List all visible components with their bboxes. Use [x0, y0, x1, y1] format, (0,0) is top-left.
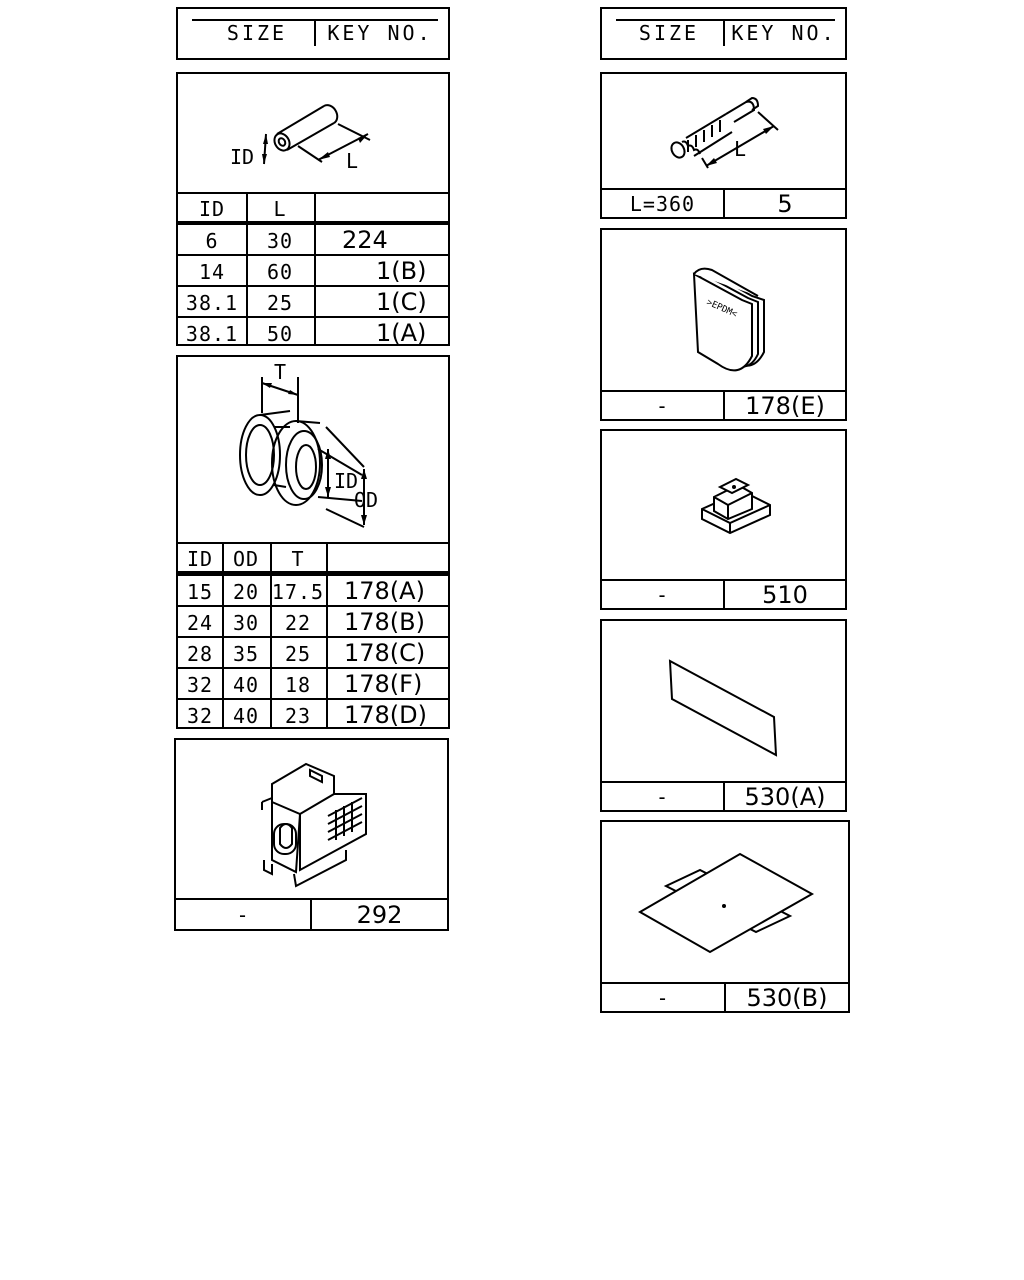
clip-size: -	[655, 583, 670, 607]
header-size-label: SIZE	[638, 21, 700, 45]
tape-a-size: -	[655, 785, 670, 809]
clip-panel	[600, 429, 847, 610]
grommet-row-od: 40	[232, 704, 260, 728]
hose-illustration	[178, 74, 448, 194]
table-row	[178, 316, 448, 347]
grommet-row-t: 23	[284, 704, 312, 728]
header-size-label: SIZE	[226, 21, 288, 45]
grommet-row-t: 18	[284, 673, 312, 697]
connector-panel	[174, 738, 449, 931]
grommet-table	[178, 542, 448, 727]
hose-row-key: 1(A)	[376, 319, 427, 347]
connector-illustration	[176, 740, 447, 900]
corrugated-tube-info-row	[602, 188, 845, 217]
hose-row-id: 14	[198, 260, 226, 284]
grommet-col-divider	[270, 542, 272, 727]
hose-id-label: ID	[230, 145, 255, 169]
grommet-row-id: 15	[186, 580, 214, 604]
hose-col-divider	[246, 192, 248, 344]
grommet-row-t: 25	[284, 642, 312, 666]
grommet-illustration	[178, 357, 448, 543]
grommet-col-id: ID	[186, 547, 214, 571]
grommet-row-key: 178(A)	[344, 577, 425, 605]
header-right	[600, 7, 847, 60]
hose-col-id: ID	[198, 197, 226, 221]
hose-column-header	[178, 192, 448, 220]
grommet-row-id: 28	[186, 642, 214, 666]
grommet-row-t: 17.5	[271, 580, 325, 604]
plug-info-row	[602, 390, 845, 419]
grommet-col-divider	[326, 542, 328, 727]
hose-row-id: 38.1	[185, 322, 239, 346]
grommet-col-od: OD	[232, 547, 260, 571]
tape-a-illustration	[602, 621, 845, 781]
table-row	[178, 285, 448, 316]
corrugated-tube-key: 5	[777, 190, 793, 218]
grommet-column-header	[178, 542, 448, 571]
grommet-row-key: 178(B)	[344, 608, 425, 636]
grommet-row-t: 22	[284, 611, 312, 635]
grommet-row-id: 32	[186, 673, 214, 697]
grommet-col-divider	[222, 542, 224, 727]
tape-b-info-row	[602, 982, 848, 1011]
grommet-row-id: 32	[186, 704, 214, 728]
grommet-row-id: 24	[186, 611, 214, 635]
header-key-label: KEY NO.	[327, 21, 433, 45]
hose-panel	[176, 72, 450, 346]
hose-row-key: 224	[342, 226, 388, 254]
header-left	[176, 7, 450, 60]
grommet-row-od: 35	[232, 642, 260, 666]
table-row	[178, 223, 448, 254]
grommet-row-od: 30	[232, 611, 260, 635]
hose-col-divider	[314, 192, 316, 344]
grommet-col-t: T	[291, 547, 305, 571]
hose-row-l: 30	[266, 229, 294, 253]
header-key-label: KEY NO.	[731, 21, 837, 45]
grommet-row-od: 40	[232, 673, 260, 697]
hose-col-l: L	[273, 197, 287, 221]
clip-info-row	[602, 579, 845, 608]
table-row	[178, 636, 448, 667]
tape-b-illustration	[602, 822, 848, 982]
hose-row-key: 1(C)	[376, 288, 427, 316]
hose-row-id: 6	[205, 229, 219, 253]
hose-row-l: 50	[266, 322, 294, 346]
tape-b-key: 530(B)	[746, 984, 828, 1012]
hose-l-label: L	[346, 149, 359, 173]
table-row	[178, 667, 448, 698]
corrugated-tube-illustration	[602, 74, 845, 188]
hose-row-l: 60	[266, 260, 294, 284]
grommet-panel	[176, 355, 450, 729]
corrugated-tube-panel	[600, 72, 847, 219]
plug-marking-text: >EPDM<	[704, 297, 739, 320]
grommet-row-key: 178(F)	[344, 670, 423, 698]
hose-row-id: 38.1	[185, 291, 239, 315]
grommet-t-label: T	[274, 360, 287, 384]
tape-b-size: -	[656, 986, 670, 1010]
table-row	[178, 254, 448, 285]
hose-row-key: 1(B)	[376, 257, 427, 285]
table-row	[178, 698, 448, 727]
connector-key: 292	[356, 901, 403, 929]
hose-table	[178, 192, 448, 347]
plug-panel	[600, 228, 847, 421]
tape-a-info-row	[602, 781, 845, 810]
grommet-row-key: 178(C)	[344, 639, 426, 667]
clip-key: 510	[762, 581, 808, 609]
grommet-row-od: 20	[232, 580, 260, 604]
grommet-id-label: ID	[334, 469, 359, 493]
corrugated-tube-size: L=360	[629, 192, 696, 216]
clip-illustration	[602, 431, 845, 579]
tape-a-key: 530(A)	[744, 783, 826, 811]
table-row	[178, 605, 448, 636]
plug-size: -	[655, 394, 670, 418]
connector-size: -	[236, 903, 250, 927]
table-row	[178, 574, 448, 605]
hose-row-l: 25	[266, 291, 294, 315]
grommet-od-label: OD	[354, 488, 379, 512]
plug-key: 178(E)	[745, 392, 825, 420]
tape-a-panel	[600, 619, 847, 812]
grommet-row-key: 178(D)	[344, 701, 428, 729]
corrugated-tube-l-label: L	[734, 137, 747, 161]
plug-illustration	[602, 230, 845, 390]
connector-info-row	[176, 898, 447, 929]
tape-b-panel	[600, 820, 850, 1013]
